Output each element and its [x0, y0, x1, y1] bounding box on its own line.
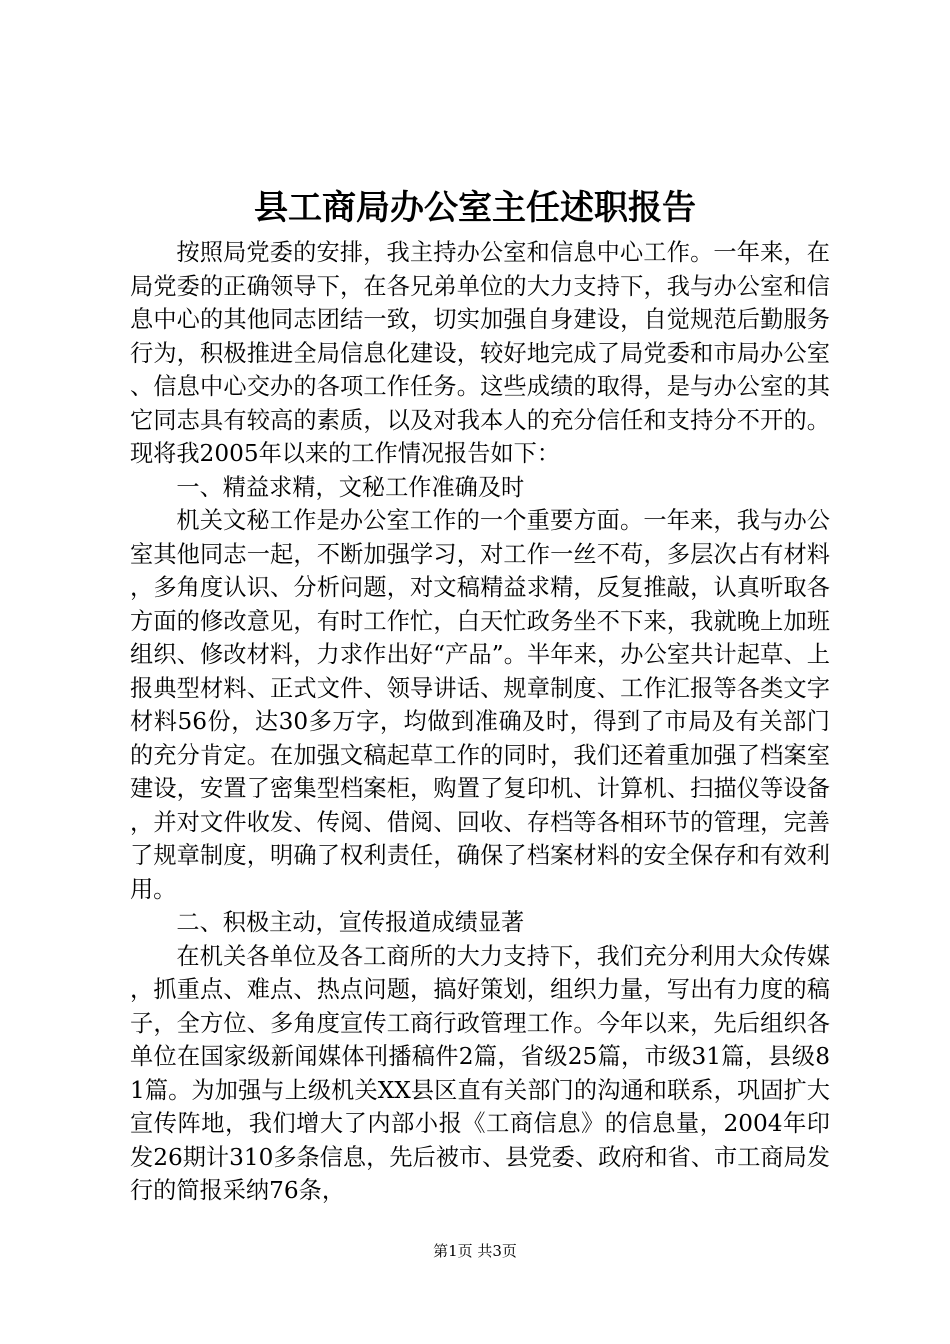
- page-number-footer: 第1页 共3页: [433, 1242, 517, 1260]
- section-2-paragraph: 在机关各单位及各工商所的大力支持下，我们充分利用大众传媒，抓重点、难点、热点问题，搞好策划，组织力量，写出有力度的稿子，全方位、多角度宣传工商行政管理工作。今年以来，先后组织各单位在国家级新闻媒体刊播稿件2篇，省级25篇，市级31篇，县级81篇。为加强与上级机关XX县区直有关部门的沟通和联系，巩固扩大宣传阵地，我们增大了内部小报《工商信息》的信息量，2004年印发26期计310多条信息，先后被市、县党委、政府和省、市工商局发行的简报采纳76条，: [130, 942, 830, 1204]
- intro-paragraph: 按照局党委的安排，我主持办公室和信息中心工作。一年来，在局党委的正确领导下，在各兄弟单位的大力支持下，我与办公室和信息中心的其他同志团结一致，切实加强自身建设，自觉规范后勤服务行为，积极推进全局信息化建设，较好地完成了局党委和市局办公室、信息中心交办的各项工作任务。这些成绩的取得，是与办公室的其它同志具有较高的素质，以及对我本人的充分信任和支持分不开的。现将我2005年以来的工作情况报告如下：: [130, 239, 830, 467]
- section-1-paragraph: 机关文秘工作是办公室工作的一个重要方面。一年来，我与办公室其他同志一起，不断加强学习，对工作一丝不苟，多层次占有材料，多角度认识、分析问题，对文稿精益求精，反复推敲，认真听取各方面的修改意见，有时工作忙，白天忙政务坐不下来，我就晚上加班组织、修改材料，力求作出好“产品”。半年来，办公室共计起草、上报典型材料、正式文件、领导讲话、规章制度、工作汇报等各类文字材料56份，达30多万字，均做到准确及时，得到了市局及有关部门的充分肯定。在加强文稿起草工作的同时，我们还着重加强了档案室建设，安置了密集型档案柜，购置了复印机、计算机、扫描仪等设备，并对文件收发、传阅、借阅、回收、存档等各相环节的管理，完善了规章制度，明确了权利责任，确保了档案材料的安全保存和有效利用。: [130, 507, 830, 903]
- section-heading-2: 二、积极主动，宣传报道成绩显著: [176, 909, 525, 936]
- document-body: [130, 236, 830, 1208]
- document-title: 县工商局办公室主任述职报告: [254, 188, 696, 228]
- section-heading-1: 一、精益求精，文秘工作准确及时: [176, 473, 525, 501]
